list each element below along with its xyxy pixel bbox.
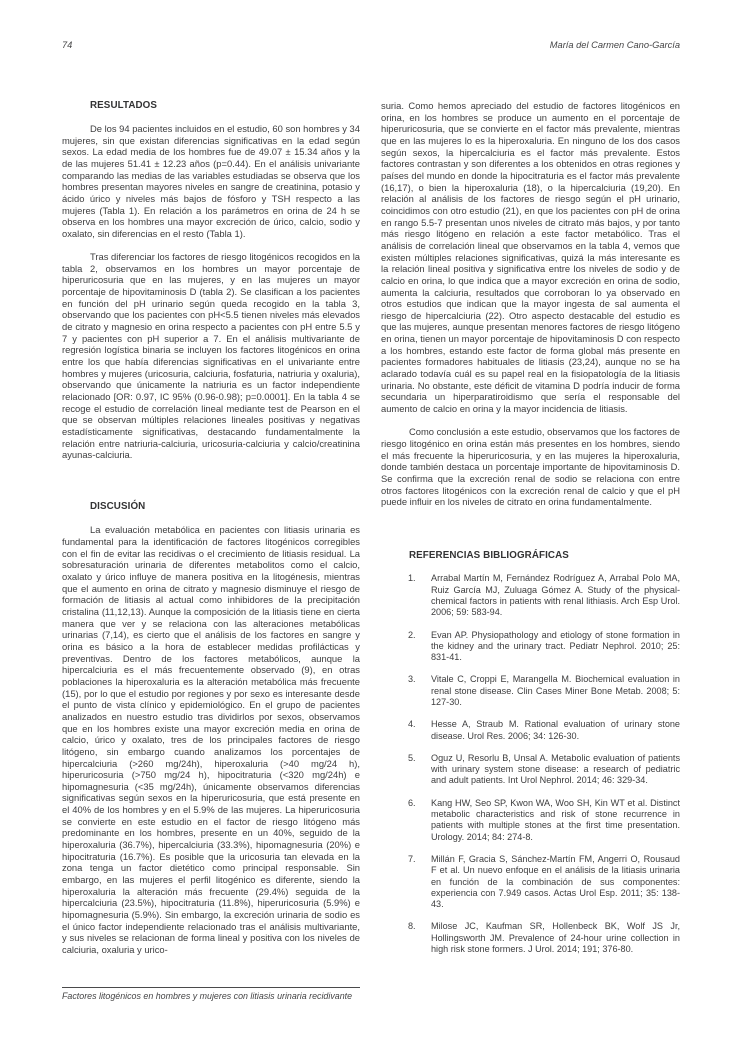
reference-text: Evan AP. Physiopathology and etiology of stone formation in the kidney and the urinary tract. Pediatr Nephrol. 2010; 25: 831-41. [431,629,680,663]
section-spacer [381,519,680,550]
reference-number: 1. [408,573,416,584]
paragraph-resultados-1: De los 94 pacientes incluidos en el estudio, 60 son hombres y 34 mujeres, sin que existan diferencias significativas en la edad según sexos. La edad media de los hombres fue de 49.07 ± 15.34 años y la de las mujeres 51.41 ± 12.23 años (p=0.44). En el análisis univariante comparando las medias de las variables estudiadas se observa que los hombres presentan mayores niveles en sangre de creatinina, potasio y ácido úrico y niveles más bajos de fósforo y TSH respecto a las mujeres (Tabla 1). En relación a los parámetros en orina de 24 h se observa en los hombres una mayor excreción de úrico, calcio, sodio y oxalato, sin diferencias en el resto (Tabla 1). [62,123,360,239]
footer-divider [62,987,360,988]
running-head [62,40,680,50]
reference-number: 8. [408,921,416,932]
two-column-body [62,100,680,967]
paragraph-resultados-2: Tras diferenciar los factores de riesgo litogénicos recogidos en la tabla 2, observamos en los hombres un mayor porcentaje de hiperuricosuria que en las mujeres, y en las mujeres un mayor porcentaje de hipovitaminosis D (tabla 2). Se clasifican a los pacientes en función del pH urinario según queda recogido en la tabla 3, observando que los pacientes con pH<5.5 tienen niveles más elevados de citrato y magnesio en orina respecto a pacientes con pH entre 5.5 y 7 y pacientes con pH superior a 7. En el análisis multivariante de regresión logística binaria se incluyen los factores litogénicos en orina entre los que había diferencias significativas en el univariante entre hombres y mujeres (uricosuria, calciuria, fosfaturia, natriuria y oxaluria), observando que únicamente la natriuria es un factor independiente relacionado [OR: 0.97, IC 95% (0.96-0.98); p=0.0001]. En la tabla 4 se recoge el estudio de correlación lineal mediante test de Pearson en el que se observan múltiples relaciones lineales positivas y negativas estadísticamente significativas, destacando fundamentalmente la relación entre natriuria-calciuria, uricosuria-calciuria y calcio/creatinina ayunas-calciuria. [62,251,360,461]
reference-text: Hesse A, Straub M. Rational evaluation of urinary stone disease. Urol Res. 2006; 34: 126-30. [431,719,680,741]
footer-article-title: Factores litogénicos en hombres y mujeres con litiasis urinaria recidivante [62,991,353,1001]
reference-text: Millán F, Gracia S, Sánchez-Martín FM, Angerri O, Rousaud F et al. Un nuevo enfoque en el análisis de la litiasis urinaria en función de la combinación de sus componentes: experiencia con 7.949 casos. Actas Urol Esp. 2011; 35: 138-43. [431,853,680,910]
heading-discusion: DISCUSIÓN [90,501,146,513]
reference-number: 4. [408,719,416,730]
reference-item [381,573,680,618]
reference-list [381,573,680,955]
right-column [381,100,680,967]
paragraph-discusion-continuation: suria. Como hemos apreciado del estudio de factores litogénicos en orina, en los hombres se produce un aumento en el porcentaje de hiperuricosuria, que se convierte en el factor más prevalente, mientras que en las mujeres lo es la hiperoxaluria. En ninguno de los dos casos según sexos, la hipercalciuria es el factor más prevalente. Estos factores contrastan y son diferentes a los obtenidos en otras regiones y países del mundo en donde la hipocitraturia es el factor más prevalente (16,17), o bien la hiperoxaluria (18), o la hipercalciuria (19,20). En relación al análisis de los factores de riesgo según el pH urinario, coincidimos con otro estudio (21), en que los pacientes con pH de orina en rango 5.5-7 presentan unos niveles de citrato más bajos, y por tanto más riesgo litógeno en relación a este factor metabólico. Tras el análisis de correlación lineal que observamos en la tabla 4, vemos que existen múltiples relaciones significativas, quizá la más interesante es la relación lineal positiva y significativa entre los niveles de sodio y de calcio en orina, lo que indica que a mayor excreción en orina de sodio, aumenta la calciuria, resultados que corroboran lo ya observado en otros estudios que indican que la mayor ingesta de sal aumenta el riesgo de hipercalciuria (22). Otro aspecto destacable del estudio es que las mujeres, aunque presentan menores factores de riesgo litógeno en orina, tienen un mayor porcentaje de hipovitaminosis D con respecto a los hombres, estando este factor de forma global más presente en pacientes formadores habituales de litiasis (23,24), aunque no se ha aclarado todavía cuál es su papel real en la fisiopatología de la litiasis urinaria. No obstante, este déficit de vitamina D podría inducir de forma secundaria un hiperparatiroidismo que sería el responsable del aumento de calcio en orina y la mayor incidencia de litiasis. [381,100,680,415]
heading-referencias: REFERENCIAS BIBLIOGRÁFICAS [409,550,569,562]
reference-text: Arrabal Martín M, Fernández Rodríguez A, Arrabal Polo MA, Ruiz García MJ, Zuluaga Gómez A. Study of the physical-chemical factors in patients with renal lithiasis. Arch Esp Urol. 2006; 59: 583-94. [431,573,680,618]
running-author: María del Carmen Cano-García [549,40,680,50]
reference-item [381,798,680,843]
page-footer [62,987,360,1002]
reference-number: 7. [408,853,416,864]
reference-item [381,630,680,664]
reference-number: 5. [408,752,416,763]
reference-item [381,854,680,910]
left-column [62,100,360,967]
reference-item [381,674,680,708]
reference-text: Vitale C, Croppi E, Marangella M. Biochemical evaluation in renal stone disease. Clin Cases Miner Bone Metab. 2008; 5: 127-30. [431,674,680,707]
reference-number: 2. [408,629,416,640]
paragraph-discusion-1: La evaluación metabólica en pacientes con litiasis urinaria es fundamental para la identificación de factores litogénicos corregibles con el fin de evitar las recidivas o el crecimiento de litiasis residual. La sobresaturación urinaria de diferentes metabolitos como el calcio, oxalato y úrico influye de manera positiva en la litogénesis, mientras que el aumento en orina de citrato y magnesio disminuye el riesgo de formación de litiasis al actual como inhibidores de la precipitación cristalina (11,12,13). Aunque la composición de la litiasis tiene en cierta manera que ver y se relaciona con las alteraciones metabólicas urinarias (7,14), es cierto que el análisis de los factores en sangre y orina es básico a la hora de establecer medidas profilácticas y preventivas. Dentro de los factores metabólicos, aunque la hipercalciuria es el más frecuentemente observado (9), en otras poblaciones la hiperoxaluria es la alteración metabólica más frecuente (15), por lo que el estudio por regiones y por sexo es interesante desde el punto de vista clínico y epidemiológico. En el grupo de pacientes analizados en nuestro estudio tras dividirlos por sexos, observamos que en los hombres existe una mayor excreción media en orina de calcio, úrico y oxalato, tres de los principales factores de riesgo litógeno, sin embargo cuando analizamos los porcentajes de hipercalciuria (>260 mg/24h), hiperoxaluria (>40 mg/24 h), hiperuricosuria (>750 mg/24 h), hipocitraturia (<320 mg/24h) e hipomagnesuria (<35 mg/24h), únicamente observamos diferencias significativas según sexos en la hiperuricosuria, que está presente en el 40% de los hombres y en el 5.9% de las mujeres. La hiperuricosuria se convierte en este estudio en el factor de riesgo litógeno más predominante en los hombres, presente en un 40%, seguido de la hiperoxaluria (36.7%), hipercalciuria (33.3%), hipomagnesuria (20%) e hipocitraturia (16.7%). Es posible que la uricosuria tan elevada en la zona tenga un factor dietético como principal responsable. Sin embargo, en las mujeres el perfil litogénico es diferente, siendo la hiperoxaluria la alteración más frecuente (29.4%) seguida de la hipercalciuria (23.5%), hipocitraturia (11.8%), hiperuricosuria (5.9%) e hipomagnesuria (5.9%). Sin embargo, la excreción urinaria de sodio es el único factor independiente relacionado tras el análisis multivariante, y sus niveles se relacionan de forma lineal y positiva con los niveles de calciuria, oxaluria y urico- [62,524,360,955]
section-spacer [62,472,360,501]
reference-text: Oguz U, Resorlu B, Unsal A. Metabolic evaluation of patients with urinary system stone disease: a research of pediatric and adult patients. Int Urol Nephrol. 2014; 46: 329-34. [431,752,680,786]
reference-item [381,719,680,742]
reference-number: 6. [408,797,416,808]
page-number: 74 [62,40,73,50]
reference-item [381,753,680,787]
paragraph-conclusion: Como conclusión a este estudio, observamos que los factores de riesgo litogénico en orina están más presentes en los hombres, siendo el más frecuente la hiperuricosuria, y en las mujeres la hiperoxaluria, donde también destaca un porcentaje importante de hipovitaminosis D. Se confirma que la excreción renal de sodio se relaciona con entre otros factores litogénicos con la excreción renal de calcio y que el pH puede influir en los niveles de citrato en orina fundamentalmente. [381,426,680,508]
reference-number: 3. [408,674,416,685]
reference-text: Kang HW, Seo SP, Kwon WA, Woo SH, Kin WT et al. Distinct metabolic characteristics and risk of stone recurrence in patients with multiple stones at the first time presentation. Urology. 2014; 84: 274-8. [431,797,680,842]
reference-text: Milose JC, Kaufman SR, Hollenbeck BK, Wolf JS Jr, Hollingsworth JM. Prevalence of 24-hour urine collection in high risk stone formers. J Urol. 2014; 191; 376-80. [431,921,680,955]
heading-resultados: RESULTADOS [90,100,158,111]
reference-item [381,921,680,955]
